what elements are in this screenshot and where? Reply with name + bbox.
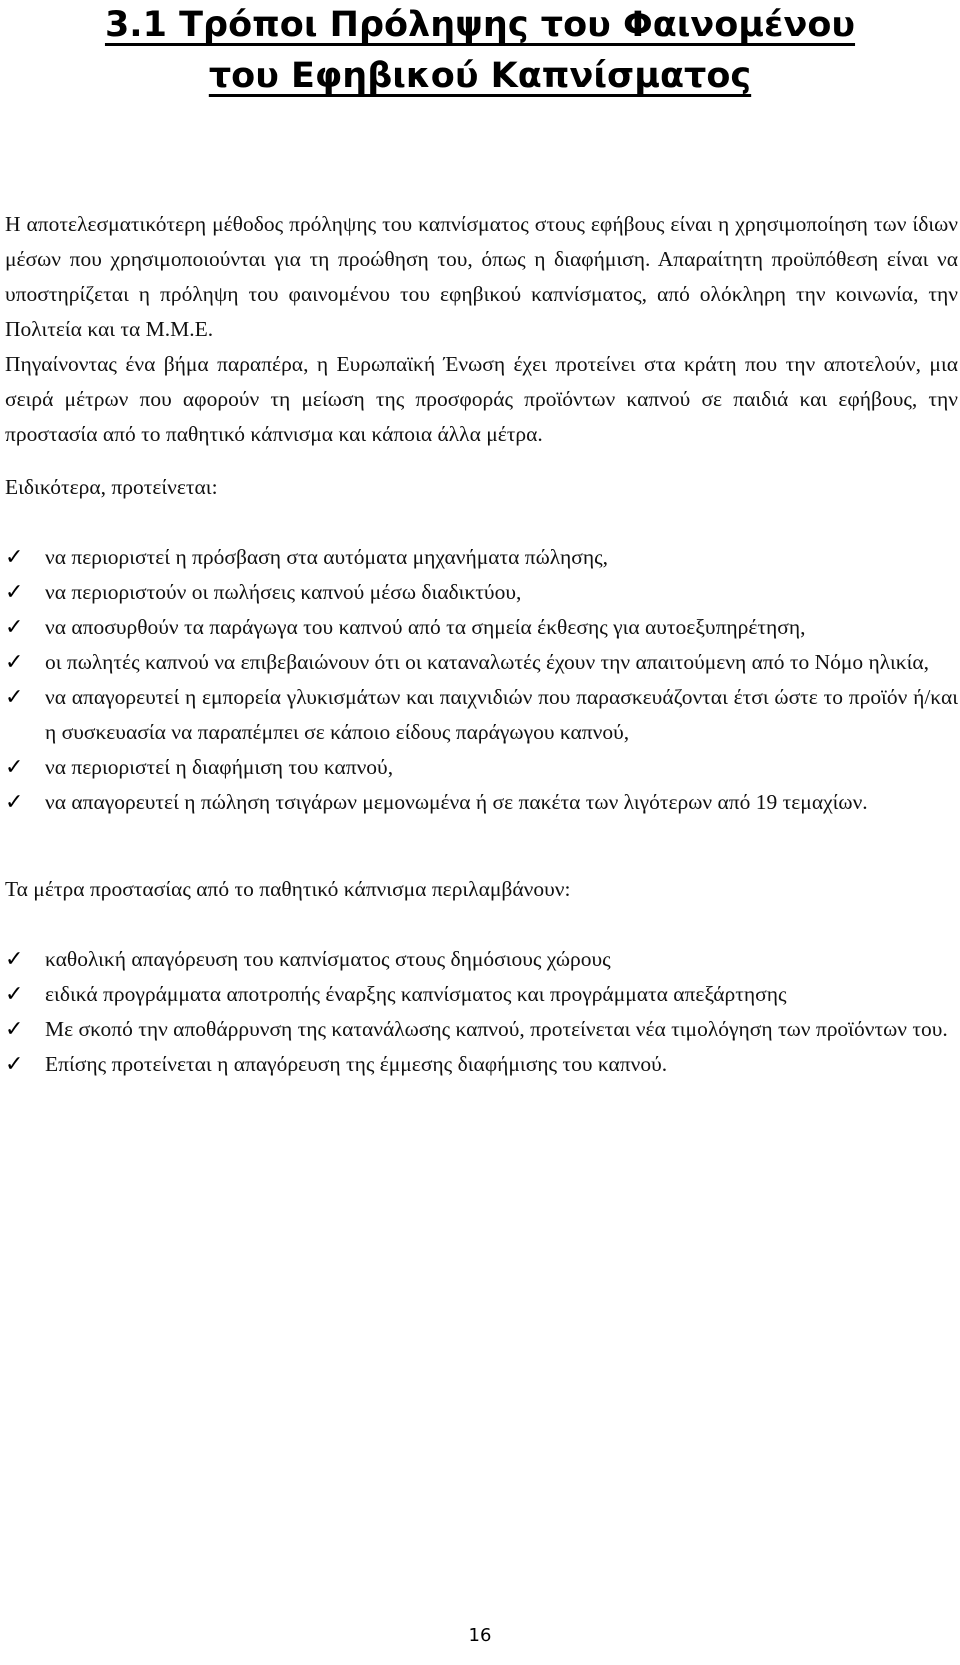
checklist-passive-smoking-measures <box>5 942 958 1082</box>
list-item-text: Με σκοπό την αποθάρρυνση της κατανάλωσης καπνού, προτείνεται νέα τιμολόγηση των προϊόντων του. <box>45 1017 948 1041</box>
list-item <box>5 645 958 680</box>
list-item-text: να απαγορευτεί η πώληση τσιγάρων μεμονωμένα ή σε πακέτα των λιγότερων από 19 τεμαχίων. <box>45 790 868 814</box>
list-item-text: καθολική απαγόρευση του καπνίσματος στους δημόσιους χώρους <box>45 947 611 971</box>
list-item <box>5 680 958 750</box>
document-body <box>5 207 958 1082</box>
list-item-text: να περιοριστεί η πρόσβαση στα αυτόματα μηχανήματα πώλησης, <box>45 545 608 569</box>
section-title-line-2: του Εφηβικού Καπνίσματος <box>208 56 752 96</box>
checkmark-icon: ✓ <box>5 615 24 640</box>
list-item <box>5 540 958 575</box>
list-item <box>5 1012 958 1047</box>
checkmark-icon: ✓ <box>5 790 24 815</box>
list-item-text: να αποσυρθούν τα παράγωγα του καπνού από τα σημεία έκθεσης για αυτοεξυπηρέτηση, <box>45 615 806 639</box>
paragraph-passive-smoking: Τα μέτρα προστασίας από το παθητικό κάπνισμα περιλαμβάνουν: <box>5 877 571 901</box>
list-item-text: Επίσης προτείνεται η απαγόρευση της έμμεσης διαφήμισης του καπνού. <box>45 1052 668 1076</box>
list-item-text: να περιοριστούν οι πωλήσεις καπνού μέσω διαδικτύου, <box>45 580 522 604</box>
checkmark-icon: ✓ <box>5 580 24 605</box>
checkmark-icon: ✓ <box>5 755 24 780</box>
paragraph-specifically: Ειδικότερα, προτείνεται: <box>5 475 218 499</box>
list-item <box>5 977 958 1012</box>
page-number: 16 <box>468 1625 492 1646</box>
list-item <box>5 575 958 610</box>
checklist-supply-measures <box>5 540 958 820</box>
section-title <box>0 0 960 102</box>
checkmark-icon: ✓ <box>5 545 24 570</box>
list-item <box>5 750 958 785</box>
checkmark-icon: ✓ <box>5 982 24 1007</box>
list-item-text: να περιοριστεί η διαφήμιση του καπνού, <box>45 755 394 779</box>
list-item <box>5 785 958 820</box>
paragraph-eu-measures: Πηγαίνοντας ένα βήμα παραπέρα, η Ευρωπαϊκή Ένωση έχει προτείνει στα κράτη που την αποτελούν, μια σειρά μέτρων που αφορούν τη μείωση της προσφοράς προϊόντων καπνού σε παιδιά και εφήβους, την προστασία από το παθητικό κάπνισμα και κάποια άλλα μέτρα. <box>5 352 958 446</box>
list-item <box>5 942 958 977</box>
checkmark-icon: ✓ <box>5 685 24 710</box>
paragraph-intro: Η αποτελεσματικότερη μέθοδος πρόληψης του καπνίσματος στους εφήβους είναι η χρησιμοποίηση των ίδιων μέσων που χρησιμοποιούνται για τη προώθηση του, όπως η διαφήμιση. Απαραίτητη προϋπόθεση είναι να υποστηρίζεται η πρόληψη του φαινομένου του εφηβικού καπνίσματος, από ολόκληρη την κοινωνία, την Πολιτεία και τα Μ.Μ.Ε. <box>5 212 958 341</box>
list-item <box>5 1047 958 1082</box>
checkmark-icon: ✓ <box>5 947 24 972</box>
list-item <box>5 610 958 645</box>
checkmark-icon: ✓ <box>5 650 24 675</box>
checkmark-icon: ✓ <box>5 1052 24 1077</box>
section-title-line-1: 3.1 Τρόποι Πρόληψης του Φαινομένου <box>104 5 856 45</box>
checkmark-icon: ✓ <box>5 1017 24 1042</box>
list-item-text: οι πωλητές καπνού να επιβεβαιώνουν ότι οι καταναλωτές έχουν την απαιτούμενη από το Νόμο ηλικία, <box>45 650 929 674</box>
list-item-text: ειδικά προγράμματα αποτροπής έναρξης καπνίσματος και προγράμματα απεξάρτησης <box>45 982 787 1006</box>
list-item-text: να απαγορευτεί η εμπορεία γλυκισμάτων και παιχνιδιών που παρασκευάζονται έτσι ώστε το προϊόν ή/και η συσκευασία να παραπέμπει σε κάποιο είδους παράγωγου καπνού, <box>45 685 958 744</box>
